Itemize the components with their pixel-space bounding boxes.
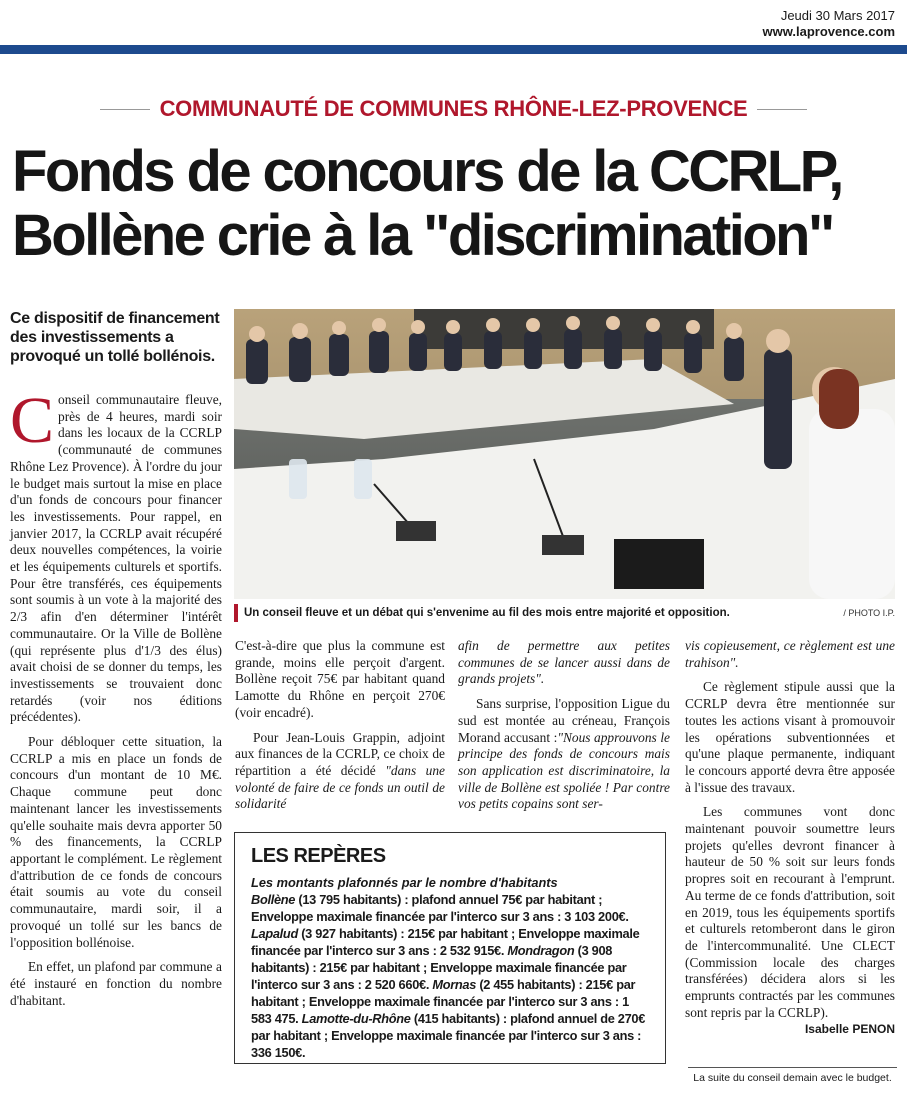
paragraph-5: Sans surprise, l'opposition Ligue du sud est montée au créneau, François Morand accusant :"Nous approuvons le principe des fonds de concours mais son application est discriminatoire, la ville de Bollène est spoliée ! Par contre vos petits copains sont ser- — [458, 696, 670, 812]
reperes-title: LES REPÈRES — [251, 845, 386, 867]
footnote: La suite du conseil demain avec le budget. — [688, 1067, 897, 1084]
drop-cap: C — [10, 384, 55, 457]
caption-marker — [234, 604, 238, 622]
paragraph-7: Les communes vont donc maintenant pouvoir soumettre leurs projets qu'elles devront financer à hauteur de 50 % soit sur leurs fonds propres soit en recourant à l'emprunt. Au terme de ce fonds d'attribution, soit en 2019, tous les équipements sportifs et culturels retomberont dans le giron de l'intercommunalité. Une CLECT (Commission locale des charges transférées) décidera alors si les emprunts contractés par les communes sont repris par la CCRLP). Isabelle PENON — [685, 804, 895, 1037]
website: www.laprovence.com — [762, 24, 895, 39]
article-column-2 — [235, 638, 445, 821]
photo-caption — [234, 603, 895, 623]
header-rule — [0, 45, 907, 54]
reperes-commune-details: (13 795 habitants) : plafond annuel 75€ par habitant ; Enveloppe maximale financée par l'interco sur 3 ans : 3 103 200€. — [251, 892, 629, 924]
paragraph-4-end: afin de permettre aux petites communes de se lancer aussi dans de grands projets". — [458, 638, 670, 687]
date-line — [763, 8, 895, 40]
reperes-commune-name: Mornas — [432, 977, 477, 992]
paragraph-5-end: vis copieusement, ce règlement est une trahison". — [685, 638, 895, 670]
section-header — [100, 94, 807, 124]
reperes-commune-details: (3 927 habitants) : 215€ par habitant ; Enveloppe maximale financée par l'interco sur 3 ans : 2 532 915€. — [251, 926, 640, 958]
photo-credit: / PHOTO I.P. — [843, 608, 895, 618]
article-column-1 — [10, 384, 222, 1017]
reperes-subtitle: Les montants plafonnés par le nombre d'habitants — [251, 875, 558, 890]
headline — [12, 140, 897, 268]
paragraph-4: Pour Jean-Louis Grappin, adjoint aux finances de la CCRLP, ce choix de répartition a été décidé "dans une volonté de faire de ce fonds un outil de solidarité — [235, 729, 445, 812]
article-column-3 — [458, 638, 670, 821]
caption-text: Un conseil fleuve et un débat qui s'envenime au fil des mois entre majorité et opposition. — [244, 607, 730, 619]
reperes-body — [251, 891, 651, 1061]
publication-date: Jeudi 30 Mars 2017 — [780, 8, 895, 23]
lead-paragraph: Ce dispositif de financement des investissements a provoqué un tollé bollénois. — [10, 310, 220, 365]
reperes-commune-name: Mondragon — [507, 943, 575, 958]
headline-line-1: Fonds de concours de la CCRLP, — [12, 139, 842, 204]
section-rule-left — [100, 109, 150, 110]
reperes-commune-details: (2 455 habitants) : 215€ par habitant ; Enveloppe maximale financée par l'interco sur 3 ans : 1 583 475. — [251, 977, 636, 1026]
paragraph-3-start: En effet, un plafond par commune a été instauré en fonction du nombre d'habitant. — [10, 959, 222, 1008]
paragraph-2: Pour débloquer cette situation, la CCRLP a mis en place un fonds de concours d'un montant de 10 M€. Chaque commune peut donc maintenant lancer les investissements qu'elle souhaite mais devra apporter 50 % des financements, la CCRLP apportant le complément. Le règlement d'attribution de ce fonds de concours était soumis au vote du conseil communautaire, mardi soir, il a provoqué un tollé sur les bancs de l'opposition bollénoise. — [10, 734, 222, 950]
paragraph-6: Ce règlement stipule aussi que la CCRLP devra être mentionnée sur toutes les actions visant à promouvoir les opérations subventionnées et qu'une plaque permanente, indiquant le concours apporté devra être apposée à l'issue des travaux. — [685, 679, 895, 795]
paragraph-3-end: C'est-à-dire que plus la commune est grande, moins elle perçoit d'argent. Bollène reçoit 75€ par habitant quand Lamotte du Rhône en perçoit 270€ (voir encadré). — [235, 638, 445, 720]
author-signature: Isabelle PENON — [804, 1022, 895, 1037]
meeting-photo-illustration — [234, 309, 895, 599]
reperes-commune-details: (3 908 habitants) : 215€ par habitant ; Enveloppe maximale financée par l'interco sur 3 ans : 2 520 660€. — [251, 943, 627, 992]
article-column-4 — [685, 638, 895, 1038]
reperes-box — [234, 832, 666, 1064]
reperes-commune-name: Lamotte-du-Rhône — [301, 1011, 411, 1026]
section-title: COMMUNAUTÉ DE COMMUNES RHÔNE-LEZ-PROVENCE — [159, 96, 748, 121]
section-rule-right — [757, 109, 807, 110]
reperes-commune-name: Lapalud — [251, 926, 298, 941]
article-photo — [234, 309, 895, 599]
headline-line-2: Bollène crie à la "discrimination" — [12, 203, 833, 268]
reperes-commune-details: (415 habitants) : plafond annuel de 270€ par habitant ; Enveloppe maximale financée par l'interco sur 3 ans : 336 150€. — [251, 1011, 646, 1060]
reperes-commune-name: Bollène — [251, 892, 296, 907]
paragraph-1: Conseil communautaire fleuve, près de 4 heures, mardi soir dans les locaux de la CCRLP (communauté de communes Rhône Lez Provence). À l'ordre du jour le budget mais surtout la mise en place d'un fonds de concours pour financer les investissements. Pour rappel, en janvier 2017, la CCRLP avait récupéré deux nouvelles compétences, la voirie et les équipements culturels et sportifs. Pour être transférés, ces équipements sont soumis à un vote à la majorité des 2/3 afin d'en déterminer l'intérêt communautaire. Or la Ville de Bollène (qui représente plus d'1/3 des élus) avait choisi de se donner du temps, les investissements se trouvaient donc retardés (voir nos éditions précédentes). — [10, 384, 222, 725]
